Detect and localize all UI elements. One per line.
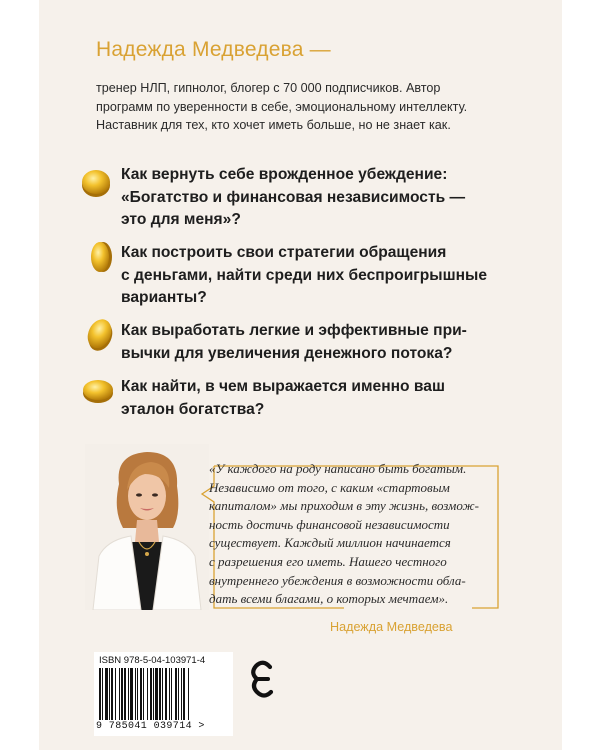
bio-line: Наставник для тех, кто хочет иметь больше, но не знает как. (96, 118, 451, 132)
quote-line: существует. Каждый миллион начинается (209, 535, 451, 551)
barcode-bar (153, 668, 154, 720)
barcode-bar (119, 668, 120, 720)
barcode-bar (130, 668, 133, 720)
eksmo-logo-icon (250, 659, 276, 699)
question-line: Как построить свои стратегии обращения (121, 244, 447, 261)
barcode-bar (140, 668, 142, 720)
question-line: Как найти, в чем выражается именно ваш (121, 378, 445, 395)
barcode-bar (128, 668, 129, 720)
question-line: «Богатство и финансовая независимость — (121, 188, 466, 206)
author-bio (96, 79, 536, 135)
question-line: это для меня»? (121, 211, 241, 228)
question-line: Как вернуть себе врожденное убеждение: (121, 166, 448, 183)
author-portrait-image (85, 444, 209, 610)
barcode-bar (155, 668, 158, 720)
barcode-bar (147, 668, 148, 720)
barcode-bar (162, 668, 163, 720)
barcode-bar (159, 668, 161, 720)
question-line: с деньгами, найти среди них беспроигрышные (121, 266, 488, 284)
gold-coin-icon (81, 374, 115, 408)
barcode-bars (99, 668, 227, 720)
quote-line: с разрешения его иметь. Нашего честного (209, 553, 447, 569)
question-item (121, 320, 561, 365)
question-line: варианты? (121, 289, 207, 306)
gold-coin-icon (83, 318, 117, 352)
question-line: вычки для увеличения денежного потока? (121, 344, 453, 362)
barcode-bar (137, 668, 138, 720)
question-item (121, 242, 561, 310)
barcode-bar (135, 668, 136, 720)
book-back-cover (39, 0, 562, 750)
barcode-bar (150, 668, 152, 720)
question-item (121, 376, 561, 421)
barcode-bar (188, 668, 189, 720)
barcode-bar (165, 668, 167, 720)
quote-text (209, 460, 509, 609)
question-line: эталон богатства? (121, 400, 265, 418)
quote-line: дать всеми благами, о которых мечтаем». (209, 591, 449, 607)
barcode-bar (115, 668, 116, 720)
quote-line: внутреннего убеждения в возможности обла- (209, 572, 466, 588)
quote-line: Независимо от того, с каким «стартовым (209, 479, 450, 495)
quote-line: ность достичь финансовой независимости (209, 516, 450, 532)
barcode-bar (178, 668, 179, 720)
question-item (121, 164, 561, 232)
barcode-bar (175, 668, 177, 720)
author-name: Надежда Медведева — (96, 38, 331, 61)
barcode-bar (111, 668, 113, 720)
gold-coin-icon (85, 240, 119, 274)
isbn-label: ISBN 978-5-04-103971-4 (99, 655, 206, 666)
barcode-bar (183, 668, 185, 720)
quote-author: Надежда Медведева (330, 620, 453, 634)
barcode-digits: 9 785041 039714 > (96, 721, 205, 732)
barcode (94, 652, 233, 736)
barcode-bar (99, 668, 101, 720)
quote-line: «У каждого на роду написано быть богатым. (209, 461, 467, 476)
barcode-bar (181, 668, 182, 720)
gold-coin-icon (79, 166, 113, 200)
barcode-bar (124, 668, 126, 720)
barcode-bar (121, 668, 123, 720)
bio-line: программ по уверенности в себе, эмоциональному интеллекту. (96, 99, 468, 114)
author-photo (85, 444, 209, 610)
bio-line: тренер НЛП, гипнолог, блогер с 70 000 подписчиков. Автор (96, 81, 441, 95)
barcode-bar (102, 668, 103, 720)
question-line: Как выработать легкие и эффективные при- (121, 322, 467, 339)
barcode-bar (105, 668, 108, 720)
barcode-bar (169, 668, 170, 720)
barcode-bar (171, 668, 172, 720)
quote-line: капиталом» мы приходим в эту жизнь, возмож- (209, 498, 479, 514)
barcode-bar (143, 668, 144, 720)
barcode-bar (109, 668, 110, 720)
